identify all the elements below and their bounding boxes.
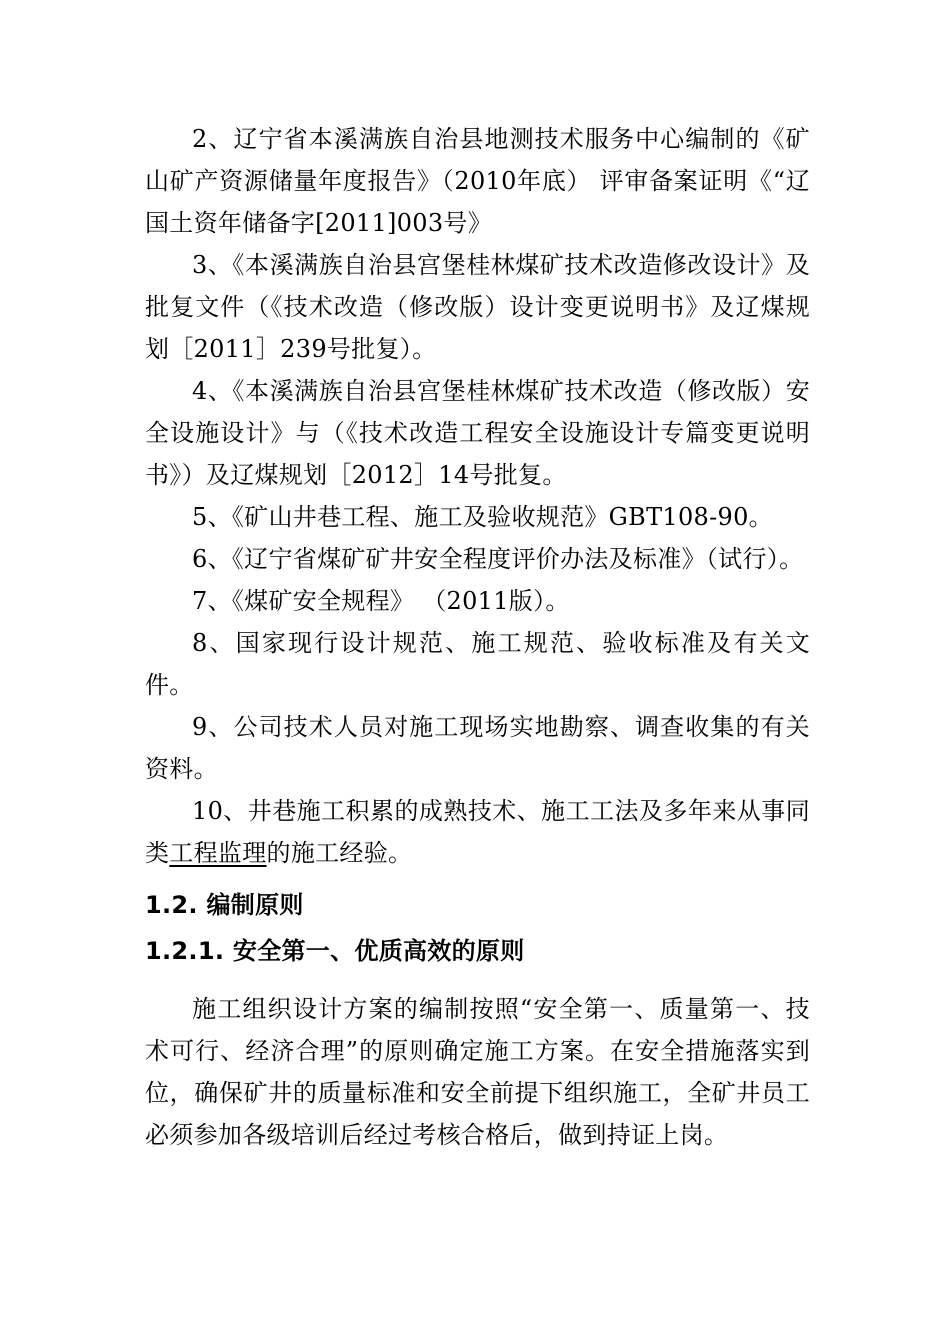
reference-item-10 (145, 790, 810, 874)
underlined-term: 工程监理 (169, 839, 267, 867)
reference-item-10-after: 的施工经验。 (266, 839, 413, 867)
reference-item-9: 9、公司技术人员对施工现场实地勘察、调查收集的有关资料。 (145, 713, 810, 783)
body-paragraph: 施工组织设计方案的编制按照“安全第一、质量第一、技术可行、经济合理”的原则确定施工方案。在安全措施落实到位，确保矿井的质量标准和安全前提下组织施工，全矿井员工必须参加各级培训后经过考核合格后，做到持证上岗。 (145, 995, 810, 1149)
reference-item-2: 2、辽宁省本溪满族自治县地测技术服务中心编制的《矿山矿产资源储量年度报告》（2010年底） 评审备案证明《“辽国土资年储备字[2011]003号》 (145, 125, 810, 237)
reference-item-3: 3、《本溪满族自治县宫堡桂林煤矿技术改造修改设计》及批复文件（《技术改造（修改版）设计变更说明书》及辽煤规划［2011］239号批复）。 (145, 251, 810, 363)
section-heading-1-2: 1.2. 编制原则 (145, 891, 304, 919)
reference-item-7: 7、《煤矿安全规程》 （2011版）。 (192, 587, 570, 615)
reference-item-4: 4、《本溪满族自治县宫堡桂林煤矿技术改造（修改版）安全设施设计》与（《技术改造工程安全设施设计专篇变更说明书》）及辽煤规划［2012］14号批复。 (145, 377, 810, 489)
section-heading-1-2-1: 1.2.1. 安全第一、优质高效的原则 (145, 937, 525, 965)
document-content (145, 118, 810, 1156)
reference-item-6: 6、《辽宁省煤矿矿井安全程度评价办法及标准》（试行）。 (192, 545, 804, 573)
reference-item-5: 5、《矿山井巷工程、施工及验收规范》GBT108-90。 (192, 503, 773, 531)
reference-item-10-before: 10、井巷施工积累的成熟技术、施工工法及多年来从事同类 (145, 797, 810, 867)
reference-item-8: 8、国家现行设计规范、施工规范、验收标准及有关文件。 (145, 629, 810, 699)
